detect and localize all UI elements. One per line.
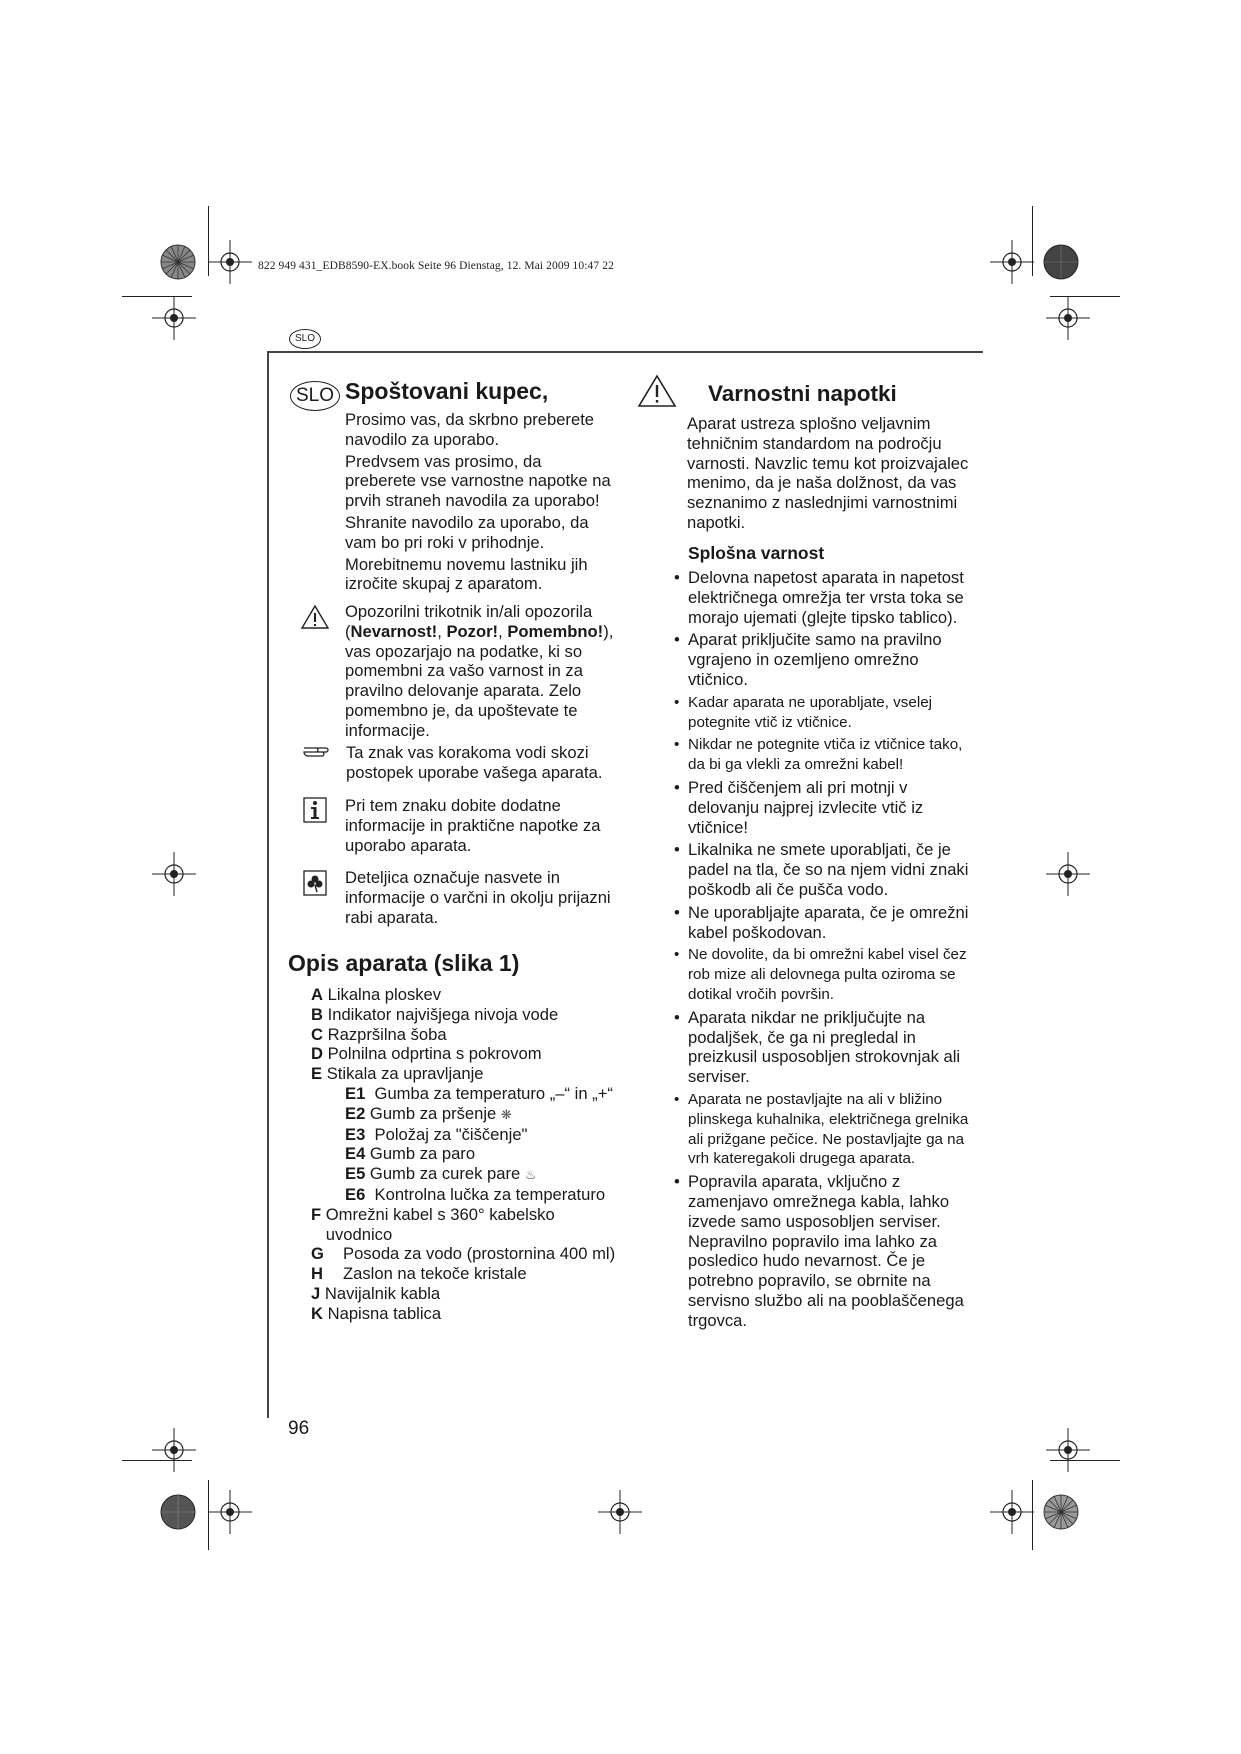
safety-intro: Aparat ustreza splošno veljavnim tehničnim standardom na področju varnosti. Navzlic temu kot proizvajalec menimo, da je naša dolžnost, da vas seznanimo z naslednjimi varnostnimi napotki.: [687, 414, 969, 532]
intro-paragraph: Shranite navodilo za uporabo, da vam bo pri roki v prihodnje.: [345, 512, 589, 552]
warning-triangle-icon: [300, 604, 330, 630]
list-item: • Aparata ne postavljajte na ali v bližino plinskega kuhalnika, električnega grelnika ali prižgane pečice. Ne postavljajte ga na vrh kateregakoli drugega aparata.: [674, 1090, 974, 1169]
list-item: E2 Gumb za pršenje ❋: [345, 1103, 512, 1123]
list-item: F Omrežni kabel s 360° kabelsko uvodnico: [311, 1204, 555, 1244]
safety-title: Varnostni napotki: [708, 381, 897, 406]
list-item: B Indikator najvišjega nivoja vode: [311, 1004, 559, 1024]
list-item: • Kadar aparata ne uporabljate, vselej potegnite vtič iz vtičnice.: [674, 693, 974, 733]
registration-mark-icon: [1046, 1428, 1090, 1472]
parts-list: [311, 985, 641, 1324]
greeting-title: Spoštovani kupec,: [345, 378, 549, 404]
warning-triangle-icon: [637, 374, 677, 408]
list-item: • Ne dovolite, da bi omrežni kabel visel čez rob mize ali delovnega pulta oziroma se dotikal vročih površin.: [674, 945, 974, 1004]
list-item: • Popravila aparata, vključno z zamenjavo omrežnega kabla, lahko izvede samo usposobljen serviser. Nepravilno popravilo ima lahko za posledico hudo nevarnost. Če je potrebno popravilo, se obrnite na servisno službo ali na pooblaščenega trgovca.: [674, 1172, 974, 1330]
list-item: H Zaslon na tekoče kristale: [311, 1264, 527, 1284]
registration-mark-icon: [152, 852, 196, 896]
parts-title: Opis aparata (slika 1): [288, 950, 520, 976]
list-item: K Napisna tablica: [311, 1303, 442, 1323]
list-item: • Ne uporabljajte aparata, če je omrežni kabel poškodovan.: [674, 903, 974, 943]
color-target-icon: [1043, 244, 1079, 280]
spray-icon: ❋: [500, 1106, 512, 1122]
registration-mark-icon: [990, 1490, 1034, 1534]
registration-mark-icon: [152, 1428, 196, 1472]
registration-mark-icon: [598, 1490, 642, 1534]
list-item: G Posoda za vodo (prostornina 400 ml): [311, 1244, 616, 1264]
list-item: E1 Gumba za temperaturo „–“ in „+“: [345, 1083, 613, 1103]
intro-text: [345, 410, 617, 596]
color-target-icon: [1043, 1494, 1079, 1530]
hand-note: Ta znak vas korakoma vodi skozi postopek uporabe vašega aparata.: [346, 743, 603, 782]
warning-keyword: Pozor!: [446, 621, 499, 641]
warning-note-pre: Opozorilni trikotnik in/ali opozorila (: [345, 602, 593, 641]
registration-mark-icon: [208, 240, 252, 284]
language-badge-small: SLO: [289, 329, 321, 349]
list-item: C Razpršilna šoba: [311, 1024, 447, 1044]
info-note: Pri tem znaku dobite dodatne informacije in praktične napotke za uporabo aparata.: [345, 796, 601, 855]
intro-paragraph: Predvsem vas prosimo, da preberete vse varnostne napotke na prvih straneh navodila za uporabo!: [345, 451, 611, 511]
color-target-icon: [160, 244, 196, 280]
list-item: • Nikdar ne potegnite vtiča iz vtičnice tako, da bi ga vlekli za omrežni kabel!: [674, 735, 974, 775]
list-item: E4 Gumb za paro: [345, 1144, 476, 1164]
pointing-hand-icon: [302, 743, 330, 759]
registration-mark-icon: [1046, 852, 1090, 896]
info-icon: [303, 797, 327, 823]
warning-note: Opozorilni trikotnik in/ali opozorila (Nevarnost!, Pozor!, Pomembno!), vas opozarjajo na podatke, ki so pomembni za vašo varnost in za pravilno delovanje aparata. Zelo pomembno je, da upoštevate te informacije.: [345, 602, 614, 740]
clover-note: Deteljica označuje nasvete in informacije o varčni in okolju prijazni rabi aparata.: [345, 868, 611, 927]
column-rule: [267, 351, 269, 1418]
list-item: • Delovna napetost aparata in napetost električnega omrežja ter vrsta toka se morajo ujemati (glejte tipsko tablico).: [674, 568, 974, 627]
list-item: D Polnilna odprtina s pokrovom: [311, 1044, 542, 1064]
warning-keyword: Nevarnost!: [350, 621, 438, 641]
registration-mark-icon: [990, 240, 1034, 284]
list-item: E5 Gumb za curek pare ♨: [345, 1164, 537, 1184]
list-item: A Likalna ploskev: [311, 985, 442, 1004]
steam-shot-icon: ♨: [524, 1167, 537, 1183]
list-item: • Likalnika ne smete uporabljati, če je padel na tla, če so na njem vidni znaki poškodb ali če pušča vodo.: [674, 840, 974, 899]
intro-paragraph: Prosimo vas, da skrbno preberete navodilo za uporabo.: [345, 410, 595, 449]
color-target-icon: [160, 1494, 196, 1530]
language-badge: SLO: [290, 381, 340, 411]
list-item: • Aparat priključite samo na pravilno vgrajeno in ozemljeno omrežno vtičnico.: [674, 630, 974, 689]
warning-keyword: Pomembno!: [507, 621, 604, 641]
list-item: E3 Položaj za "čiščenje": [345, 1124, 528, 1144]
clover-leaf-icon: [303, 870, 327, 896]
registration-mark-icon: [1046, 296, 1090, 340]
warning-note-post: ), vas opozarjajo na podatke, ki so pomembni za vašo varnost in za pravilno delovanje aparata. Zelo pomembno je, da upoštevate te informacije.: [345, 621, 614, 740]
list-item: J Navijalnik kabla: [311, 1283, 441, 1303]
safety-bullet-list: [674, 568, 974, 1333]
registration-mark-icon: [152, 296, 196, 340]
print-slug: 822 949 431_EDB8590-EX.book Seite 96 Dienstag, 12. Mai 2009 10:47 22: [258, 260, 614, 272]
registration-mark-icon: [208, 1490, 252, 1534]
list-item: E Stikala za upravljanje: [311, 1064, 484, 1084]
list-item: • Aparata nikdar ne priključujte na podaljšek, če ga ni pregledal in preizkusil usposobljen strokovnjak ali serviser.: [674, 1008, 974, 1087]
list-item: E6 Kontrolna lučka za temperaturo: [345, 1184, 606, 1204]
list-item: • Pred čiščenjem ali pri motnji v delovanju najprej izvlecite vtič iz vtičnice!: [674, 778, 974, 837]
intro-paragraph: Morebitnemu novemu lastniku jih izročite skupaj z aparatom.: [345, 554, 588, 594]
header-rule: [267, 351, 983, 353]
page-number: 96: [288, 1418, 310, 1439]
general-safety-subtitle: Splošna varnost: [688, 543, 825, 563]
